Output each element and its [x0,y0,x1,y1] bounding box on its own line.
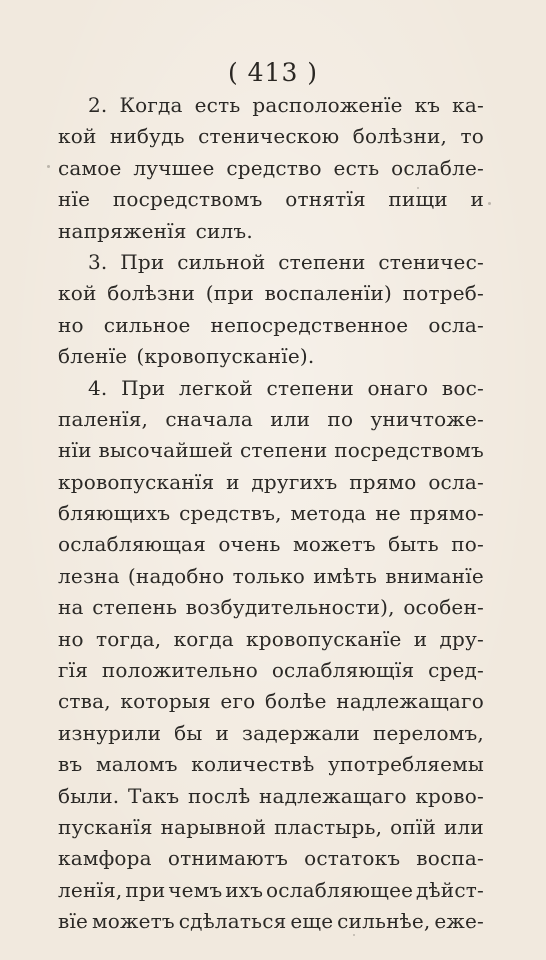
text-word: гїя [58,658,89,683]
text-word: 4. [88,375,108,400]
text-word: имѣть [313,563,378,588]
text-line [58,373,484,404]
text-word: кровопусканїе [246,626,402,651]
text-word: но [58,312,84,337]
text-word: посредствомъ [334,438,484,463]
text-line [58,561,484,592]
text-word: ка- [452,93,484,117]
text-word: камфора [58,846,152,871]
text-line [58,121,484,152]
text-word: лучшее [133,155,215,180]
text-word: ослабляющїя [271,658,415,683]
text-word: кой [58,124,97,149]
text-word: то [460,124,484,149]
text-word: пластырь, [274,814,383,839]
text-word: не [375,501,401,526]
text-word: по- [451,532,484,557]
text-line [58,435,484,466]
paper-speck [47,165,50,168]
text-word: количествѣ [191,752,315,777]
text-word: осла- [428,469,484,494]
text-word: Такъ [128,783,180,808]
text-word: крово- [415,783,484,808]
text-line [58,310,484,341]
text-word: 3. [88,249,108,274]
text-word: Когда [119,93,183,117]
text-word: по [327,406,354,431]
text-word: можетъ [293,532,376,557]
text-word: есть [194,93,241,117]
text-word: тогда, [95,626,162,651]
text-word: степени [278,249,366,274]
text-word: ленїя, [58,877,123,902]
text-word: опїй [390,814,437,839]
text-word: еже- [434,909,484,934]
text-word: нїи [58,438,92,463]
text-word: есть [333,155,380,180]
text-word: когда [173,626,234,651]
text-word: очень [218,532,281,557]
text-word: положительно [101,658,259,683]
text-word: ослабляющее [266,877,414,902]
text-word: но [58,626,84,651]
text-line [58,153,484,184]
text-word: потреб- [402,281,484,306]
text-line [58,529,484,560]
text-word: стеническою [198,124,340,149]
text-word: силъ. [195,218,253,243]
text-word: надлежащаго [259,783,407,808]
text-word: степени [266,375,354,400]
text-word: бляющихъ [58,501,171,526]
text-word: можетъ [91,909,175,934]
text-word: послѣ [188,783,251,808]
text-word: ослабле- [391,155,484,180]
text-line [58,278,484,309]
paper-speck [488,202,491,205]
text-word: нарывной [160,814,267,839]
text-word: 2. [88,93,108,117]
text-word: которыя [120,689,211,714]
text-word: еще [290,909,334,934]
text-word: вїе [58,909,89,934]
text-word: его [220,689,256,714]
text-word: воспаленїи) [264,281,392,306]
text-word: легкой [178,375,253,400]
text-word: прямо [349,469,417,494]
text-word: расположенїе [252,93,403,117]
text-word: лезна [58,563,120,588]
text-line [58,875,484,906]
text-word: и [470,187,484,212]
text-word: непосредственное [210,312,409,337]
text-word: воспа- [416,846,484,871]
text-word: остатокъ [304,846,401,871]
text-word: только [232,563,306,588]
text-word: или [270,406,311,431]
text-word: бленїе [58,344,128,369]
text-line [58,341,484,372]
page-number: ( 413 ) [227,58,319,87]
text-word: средствъ, [179,501,282,526]
paper-speck [353,934,355,936]
text-word: употребляемы [328,752,484,777]
text-line [58,749,484,780]
text-word: болѣзни [107,281,196,306]
text-line [58,655,484,686]
text-line [58,686,484,717]
text-word: изнурили [58,720,162,745]
text-line [58,718,484,749]
text-word: онаго [367,375,429,400]
text-word: При [120,249,165,274]
text-word: (надобно [127,563,225,588]
text-word: кой [58,281,97,306]
text-word: кровопусканїя [58,469,215,494]
text-word: и [215,720,229,745]
text-line [58,184,484,215]
text-word: въ [58,752,83,777]
text-word: отнятїя [285,187,366,212]
text-word: ихъ [225,877,264,902]
text-line [58,624,484,655]
text-word: другихъ [251,469,338,494]
text-line [58,404,484,435]
text-word: паленїя, [58,406,149,431]
text-word: сред- [428,658,484,683]
text-word: бы [174,720,203,745]
text-word: дѣйст- [416,877,484,902]
text-word: маломъ [95,752,178,777]
text-word: при [125,877,166,902]
text-word: вос- [441,375,484,400]
text-line [58,216,484,247]
text-word: При [121,375,166,400]
text-word: уничтоже- [370,406,484,431]
text-word: и [413,626,428,651]
text-word: дру- [439,626,484,651]
text-word: стеничес- [378,249,484,274]
text-word: отнимаютъ [167,846,289,871]
text-word: надлежащаго [336,689,484,714]
text-word: ства, [58,689,111,714]
text-word: сдѣлаться [178,909,287,934]
text-line [58,467,484,498]
text-word: пищи [388,187,448,212]
text-word: нибудь [109,124,185,149]
text-word: (при [205,281,254,306]
text-word: пусканїя [58,814,153,839]
text-word: задержали [242,720,360,745]
text-word: переломъ, [372,720,484,745]
text-word: чемъ [168,877,223,902]
text-word: сильнѣе, [337,909,431,934]
text-word: особен- [403,595,484,620]
text-word: средство [226,155,322,180]
text-word: (кровопусканїе). [136,344,315,369]
text-line [58,592,484,623]
text-word: посредствомъ [112,187,263,212]
text-word: вниманїе [385,563,484,588]
text-word: возбудительности), [185,595,395,620]
text-word: сильное [103,312,191,337]
text-line [58,781,484,812]
text-word: на [58,595,84,620]
text-word: напряженїя [58,218,187,243]
paper-speck [417,187,419,189]
text-word: прямо- [409,501,484,526]
text-word: сначала [165,406,253,431]
text-word: степени [240,438,328,463]
text-line [58,906,484,937]
text-word: болѣзни, [352,124,448,149]
text-line [58,843,484,874]
text-line [58,247,484,278]
text-word: осла- [428,312,484,337]
text-word: степень [92,595,178,620]
text-word: сильной [177,249,266,274]
text-word: болѣе [265,689,327,714]
text-word: самое [58,155,122,180]
text-line [58,498,484,529]
body-text [58,90,484,938]
text-word: были. [58,783,120,808]
text-word: или [444,814,484,839]
text-line [58,812,484,843]
text-word: и [226,469,240,494]
text-line [58,90,484,121]
text-word: къ [414,93,441,117]
text-word: быть [388,532,439,557]
text-word: высочайшей [98,438,234,463]
text-word: ослабляющая [58,532,206,557]
text-word: метода [290,501,367,526]
text-word: нїе [58,187,91,212]
